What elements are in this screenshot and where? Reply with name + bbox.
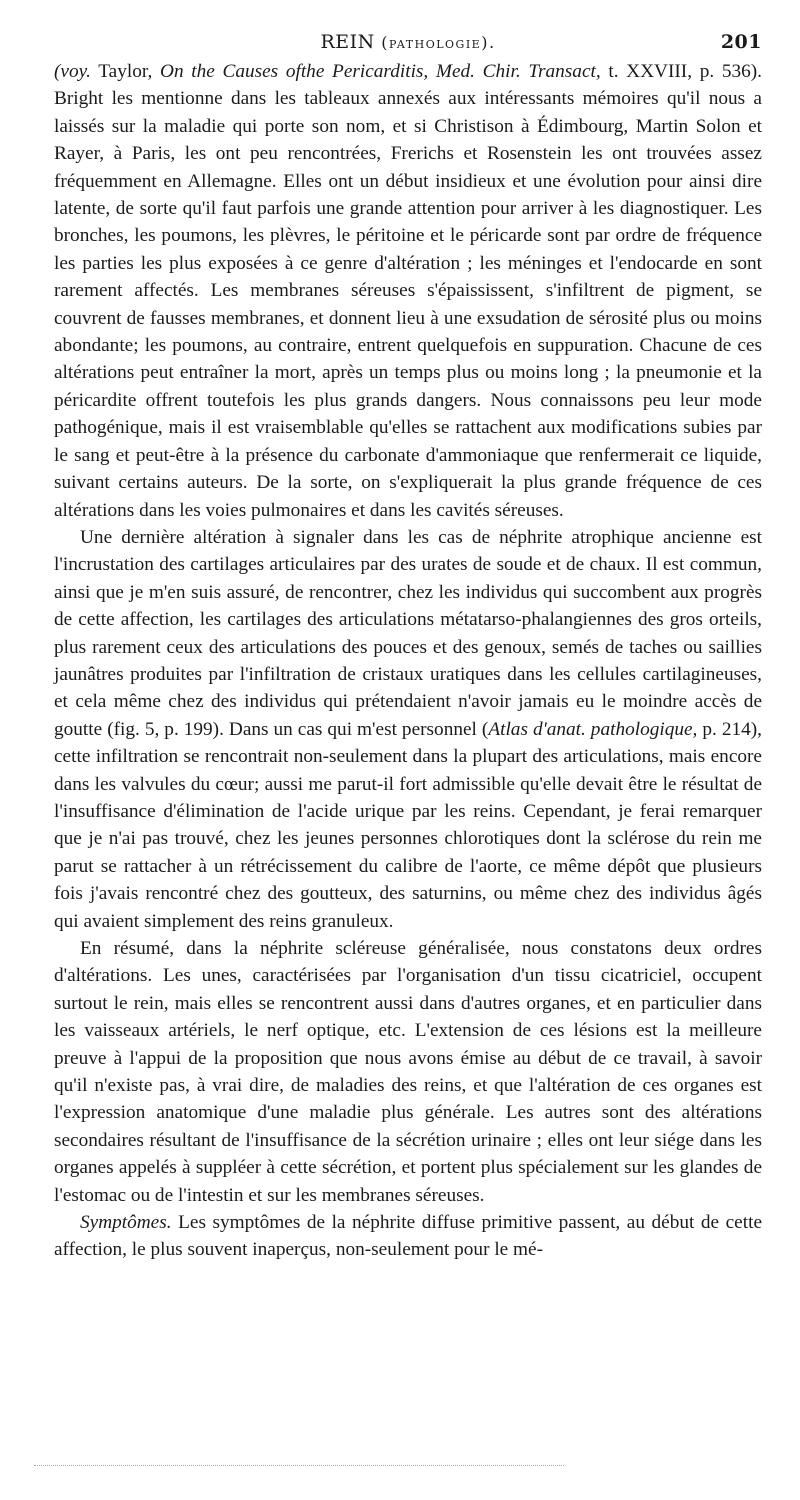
running-head	[54, 26, 762, 58]
document-page	[54, 26, 762, 1264]
running-title-section: (pathologie).	[381, 33, 496, 52]
paragraph-2-part-2: p. 214), cette infiltration se rencontrait non-seulement dans la plupart des articulations, mais encore dans les valvules du cœur; aussi me parut-il fort admissible qu'elle devait être le résultat de l'insuffisance d'élimination de l'acide urique par les reins. Cependant, je ferai remarquer que je n'ai pas trouvé, chez les jeunes personnes chlorotiques dont la sclérose du rein me parut se rattacher à un rétrécissement du calibre de l'aorte, ce même dépôt que plusieurs fois j'avais rencontré chez des goutteux, des saturnins, ou même chez des individus âgés qui avaient simplement des reins granuleux.	[54, 718, 762, 932]
paragraph-1-part-1: Taylor,	[90, 61, 161, 82]
running-title	[54, 26, 762, 59]
paragraph-1-part-3: t. XXVIII, p. 536). Bright les mentionne dans les tableaux annexés aux intéressants mémoires qu'il nous a laissés sur la maladie qui porte son nom, et si Christison à Édimbourg, Martin Solon et Rayer, à Paris, les ont peu rencontrées, Frerichs et Rosenstein les ont trouvées assez fréquemment en Allemagne. Elles ont un début insidieux et une évolution pour ainsi dire latente, de sorte qu'il faut parfois une grande attention pour arriver à les diagnostiquer. Les bronches, les poumons, les plèvres, le péritoine et le péricarde sont par ordre de fréquence les parties les plus exposées à ce genre d'altération ; les méninges et l'endocarde en sont rarement affectés. Les membranes séreuses s'épaississent, s'infiltrent de pigment, se couvrent de fausses membranes, et donnent lieu à une exsudation de sérosité plus ou moins abondante; les poumons, au contraire, entrent quelquefois en suppuration. Chacune de ces altérations peut entraîner la mort, après un temps plus ou moins long ; la pneumonie et la péricardite offrent toutefois les plus grands dangers. Nous connaissons peu leur mode pathogénique, mais il est vraisemblable qu'elles se rattachent aux modifications subies par le sang et peut-être à la présence du carbonate d'ammoniaque que renfermerait ce liquide, suivant certains auteurs. De la sorte, on s'expliquerait la plus grande fréquence de ces altérations dans les voies pulmonaires et dans les cavités séreuses.	[54, 61, 762, 521]
paragraph-1-part-0: (voy.	[54, 61, 91, 82]
page-number: 201	[720, 31, 762, 53]
paragraph-4	[54, 1209, 762, 1264]
paragraph-4-part-1: Les symptômes de la néphrite diffuse primitive passent, au début de cette affection, le plus souvent inaperçus, non-seulement pour le mé-	[54, 1212, 762, 1261]
paragraph-2-part-1: Atlas d'anat. pathologique,	[488, 718, 698, 740]
paragraph-1-part-2: On the Causes ofthe Pericarditis, Med. Chir. Transact,	[160, 61, 601, 82]
paragraph-4-part-0: Symptômes.	[80, 1212, 172, 1234]
footer-rule	[34, 1465, 564, 1466]
paragraph-2-part-0: Une dernière altération à signaler dans les cas de néphrite atrophique ancienne est l'incrustation des cartilages articulaires par des urates de soude et de chaux. Il est commun, ainsi que je m'en suis assuré, de rencontrer, chez les individus qui succombent aux progrès de cette affection, les cartilages des articulations métatarso-phalangiennes des gros orteils, plus rarement ceux des articulations des pouces et des genoux, semés de taches ou saillies jaunâtres produites par l'infiltration de cristaux uratiques dans les cellules cartilagineuses, et cela même chez des individus qui prétendaient n'avoir jamais eu le moindre accès de goutte (fig. 5, p. 199). Dans un cas qui m'est personnel (	[54, 526, 762, 740]
paragraph-2	[54, 524, 762, 935]
paragraph-3-part-0: En résumé, dans la néphrite scléreuse généralisée, nous constatons deux ordres d'altérations. Les unes, caractérisées par l'organisation d'un tissu cicatriciel, occupent surtout le rein, mais elles se rencontrent aussi dans d'autres organes, et en particulier dans les vaisseaux artériels, le nerf optique, etc. L'extension de ces lésions est la meilleure preuve à l'appui de la proposition que nous avons émise au début de ce travail, à savoir qu'il n'existe pas, à vrai dire, de maladies des reins, et que l'altération de ces organes est l'expression anatomique d'une maladie plus générale. Les autres sont des altérations secondaires résultant de l'insuffisance de la sécrétion urinaire ; elles ont leur siége dans les organes appelés à suppléer à cette sécrétion, et portent plus spécialement sur les glandes de l'estomac ou de l'intestin et sur les membranes séreuses.	[54, 938, 762, 1206]
body-text	[54, 58, 762, 1264]
running-title-main: REIN	[320, 31, 375, 53]
paragraph-1	[54, 58, 762, 524]
paragraph-3	[54, 935, 762, 1209]
